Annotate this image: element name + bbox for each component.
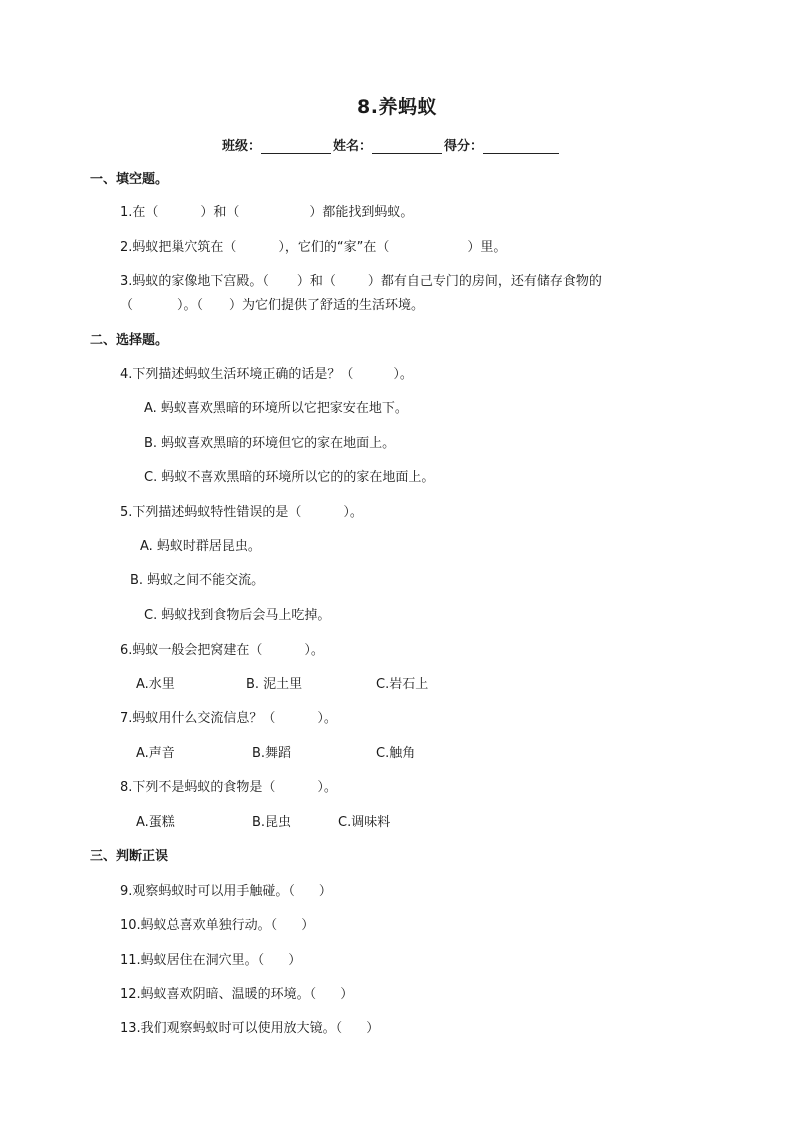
question-2 (120, 240, 506, 256)
q3-text-c: ）都有自己专门的房间，还有储存食物的 (367, 274, 602, 289)
q4-stem-a: 4.下列描述蚂蚁生活环境正确的话是？（ (120, 367, 354, 382)
q11-text-a: 11.蚂蚁居住在洞穴里。（ (120, 953, 265, 968)
question-5 (120, 505, 363, 521)
q2-text-c: ）里。 (467, 240, 507, 255)
q2-text-a: 2.蚂蚁把巢穴筑在（ (120, 240, 237, 255)
q12-text-a: 12.蚂蚁喜欢阴暗、温暖的环境。（ (120, 987, 317, 1002)
q5-stem-b: ）。 (343, 505, 363, 520)
q8-option-c[interactable]: C.调味料 (338, 815, 391, 830)
section-judge-title: 三、判断正误 (90, 849, 169, 864)
q1-text-c: ）都能找到蚂蚁。 (309, 205, 414, 220)
q3-text-b: ）和（ (296, 274, 336, 289)
name-label: 姓名： (333, 139, 373, 154)
question-8 (120, 780, 337, 796)
question-11 (120, 953, 301, 969)
question-1 (120, 205, 413, 221)
q3-text-a: 3.蚂蚁的家像地下宫殿。（ (120, 274, 269, 289)
section-fill-title: 一、填空题。 (90, 172, 169, 187)
q13-text-b: ） (366, 1021, 380, 1036)
q7-option-c[interactable]: C.触角 (376, 746, 416, 761)
q6-option-c[interactable]: C.岩石上 (376, 677, 429, 692)
q7-stem-b: ）。 (317, 711, 337, 726)
q10-text-a: 10.蚂蚁总喜欢单独行动。（ (120, 918, 278, 933)
q1-text-a: 1.在（ (120, 205, 159, 220)
q6-stem-a: 6.蚂蚁一般会把窝建在（ (120, 643, 263, 658)
q8-stem-a: 8.下列不是蚂蚁的食物是（ (120, 780, 276, 795)
q8-option-b[interactable]: B.昆虫 (252, 815, 292, 830)
question-10 (120, 918, 314, 934)
q8-option-a[interactable]: A.蛋糕 (136, 815, 175, 830)
q6-option-a[interactable]: A.水里 (136, 677, 175, 692)
page-title: 8.养蚂蚁 (357, 96, 437, 118)
q9-text-a: 9.观察蚂蚁时可以用手触碰。（ (120, 884, 295, 899)
score-label: 得分： (444, 139, 484, 154)
score-blank[interactable] (483, 139, 559, 154)
question-6 (120, 643, 324, 659)
section-choice-title: 二、选择题。 (90, 333, 169, 348)
q3-text-d: （ (120, 298, 134, 313)
q1-text-b: ）和（ (200, 205, 240, 220)
q7-option-a[interactable]: A.声音 (136, 746, 175, 761)
question-9 (120, 884, 332, 900)
q2-text-b: ），它们的“家”在（ (278, 240, 390, 255)
q7-stem-a: 7.蚂蚁用什么交流信息？（ (120, 711, 276, 726)
q4-option-c[interactable]: C. 蚂蚁不喜欢黑暗的环境所以它的的家在地面上。 (144, 470, 435, 485)
student-info-row (222, 135, 561, 154)
q8-stem-b: ）。 (317, 780, 337, 795)
q11-text-b: ） (288, 953, 302, 968)
q5-option-a[interactable]: A. 蚂蚁时群居昆虫。 (140, 539, 261, 554)
question-12 (120, 987, 353, 1003)
q7-option-b[interactable]: B.舞蹈 (252, 746, 292, 761)
q3-text-e: ）。（ (177, 298, 204, 313)
q4-stem-b: ）。 (393, 367, 413, 382)
question-4 (120, 367, 413, 383)
class-label: 班级： (222, 139, 262, 154)
class-blank[interactable] (261, 139, 331, 154)
question-3-line-2 (120, 298, 424, 314)
q5-option-b[interactable]: B. 蚂蚁之间不能交流。 (130, 573, 265, 588)
q6-option-b[interactable]: B. 泥土里 (246, 677, 303, 692)
q4-option-b[interactable]: B. 蚂蚁喜欢黑暗的环境但它的家在地面上。 (144, 436, 396, 451)
q13-text-a: 13.我们观察蚂蚁时可以使用放大镜。（ (120, 1021, 343, 1036)
q9-text-b: ） (318, 884, 332, 899)
q3-text-f: ）为它们提供了舒适的生活环境。 (229, 298, 425, 313)
q4-option-a[interactable]: A. 蚂蚁喜欢黑暗的环境所以它把家安在地下。 (144, 401, 408, 416)
q12-text-b: ） (340, 987, 354, 1002)
q5-option-c[interactable]: C. 蚂蚁找到食物后会马上吃掉。 (144, 608, 331, 623)
question-3-line-1 (120, 274, 602, 290)
q5-stem-a: 5.下列描述蚂蚁特性错误的是（ (120, 505, 302, 520)
q10-text-b: ） (301, 918, 315, 933)
q6-stem-b: ）。 (304, 643, 324, 658)
question-13 (120, 1021, 379, 1037)
name-blank[interactable] (372, 139, 442, 154)
question-7 (120, 711, 337, 727)
